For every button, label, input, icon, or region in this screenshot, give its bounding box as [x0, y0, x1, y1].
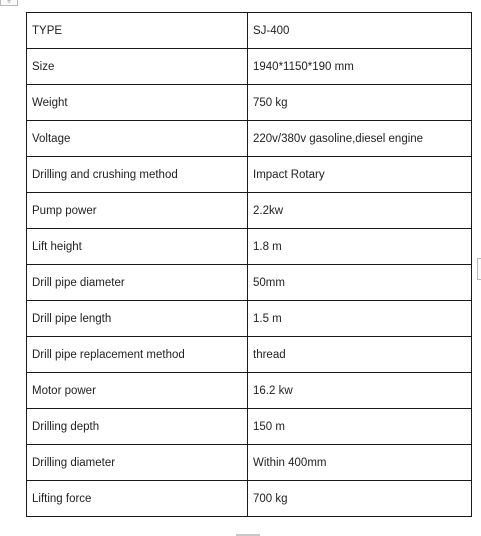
row-value: 700 kg	[248, 481, 472, 517]
table-row	[27, 229, 472, 265]
row-label: Drilling depth	[27, 409, 248, 445]
table-resize-handle[interactable]	[477, 258, 481, 280]
row-value: 750 kg	[248, 85, 472, 121]
table-row	[27, 85, 472, 121]
row-value: 150 m	[248, 409, 472, 445]
row-label: Pump power	[27, 193, 248, 229]
row-value: 16.2 kw	[248, 373, 472, 409]
table-row	[27, 373, 472, 409]
table-row	[27, 121, 472, 157]
row-value: SJ-400	[248, 13, 472, 49]
row-value: Within 400mm	[248, 445, 472, 481]
table-row	[27, 481, 472, 517]
table-move-handle[interactable]	[0, 0, 18, 6]
table-row	[27, 13, 472, 49]
row-label: TYPE	[27, 13, 248, 49]
row-value: 1.8 m	[248, 229, 472, 265]
row-label: Motor power	[27, 373, 248, 409]
table-row	[27, 337, 472, 373]
table-row	[27, 301, 472, 337]
row-label: Drilling diameter	[27, 445, 248, 481]
row-value: Impact Rotary	[248, 157, 472, 193]
row-value: 1940*1150*190 mm	[248, 49, 472, 85]
row-label: Drill pipe length	[27, 301, 248, 337]
row-value: 220v/380v gasoline,diesel engine	[248, 121, 472, 157]
row-value: 50mm	[248, 265, 472, 301]
table-row	[27, 157, 472, 193]
row-label: Drill pipe replacement method	[27, 337, 248, 373]
row-label: Voltage	[27, 121, 248, 157]
row-value: 1.5 m	[248, 301, 472, 337]
move-grip-icon: ⠿	[6, 0, 12, 5]
table-row	[27, 409, 472, 445]
row-label: Drill pipe diameter	[27, 265, 248, 301]
row-value: thread	[248, 337, 472, 373]
table-row	[27, 265, 472, 301]
table-row	[27, 445, 472, 481]
row-label: Size	[27, 49, 248, 85]
table-row	[27, 193, 472, 229]
row-label: Weight	[27, 85, 248, 121]
row-label: Drilling and crushing method	[27, 157, 248, 193]
table-row	[27, 49, 472, 85]
row-label: Lifting force	[27, 481, 248, 517]
row-value: 2.2kw	[248, 193, 472, 229]
row-label: Lift height	[27, 229, 248, 265]
spec-table	[26, 12, 472, 517]
